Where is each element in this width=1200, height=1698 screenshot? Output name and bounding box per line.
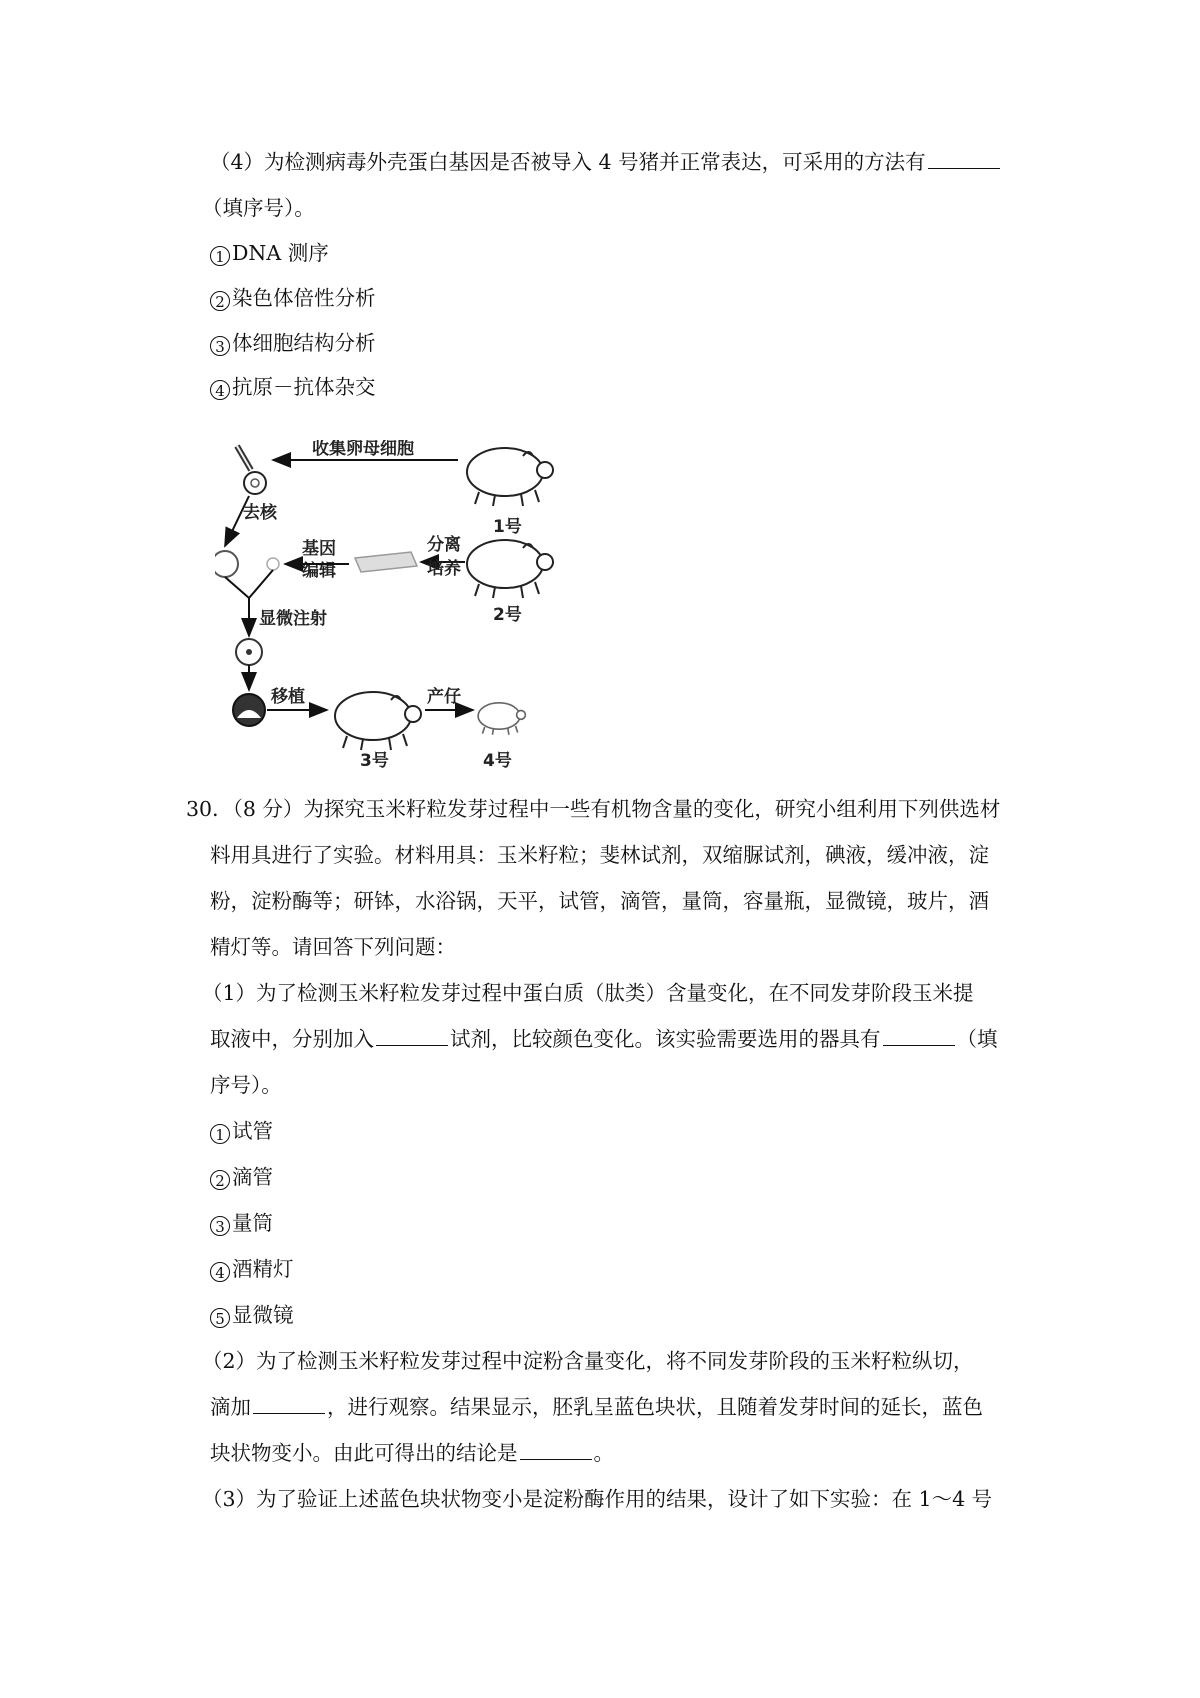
q30-p1-line1: （1）为了检测玉米籽粒发芽过程中蛋白质（肽类）含量变化，在不同发芽阶段玉米提 bbox=[202, 981, 974, 1005]
option-text: 滴管 bbox=[232, 1165, 273, 1189]
circled-number: 4 bbox=[210, 1262, 230, 1282]
q29-option-1 bbox=[210, 241, 329, 266]
p2-text-d: 。 bbox=[593, 1441, 614, 1465]
culture-dish-icon bbox=[355, 552, 417, 572]
label-gene-2: 编辑 bbox=[302, 561, 336, 581]
label-separate-2: 培养 bbox=[427, 559, 461, 579]
p2-text-a: 滴加 bbox=[210, 1395, 251, 1419]
q29-option-4 bbox=[210, 375, 376, 400]
label-birth: 产仔 bbox=[427, 687, 461, 707]
p1-text-c: （填 bbox=[956, 1027, 998, 1051]
option-text: 染色体倍性分析 bbox=[232, 286, 376, 310]
q30-option-5 bbox=[210, 1303, 294, 1328]
option-text: 量筒 bbox=[232, 1211, 273, 1235]
answer-blank[interactable] bbox=[376, 1027, 448, 1046]
q30-p2-line1: （2）为了检测玉米籽粒发芽过程中淀粉含量变化，将不同发芽阶段的玉米籽粒纵切， bbox=[202, 1349, 974, 1373]
label-gene-1: 基因 bbox=[302, 539, 336, 559]
q30-line4: 精灯等。请回答下列问题： bbox=[210, 935, 456, 959]
label-enucleate: 去核 bbox=[243, 503, 277, 523]
option-text: 体细胞结构分析 bbox=[232, 331, 376, 355]
oocyte-icon bbox=[244, 472, 266, 494]
answer-blank[interactable] bbox=[520, 1441, 592, 1460]
circled-number: 2 bbox=[210, 291, 230, 311]
p1-text-b: 试剂，比较颜色变化。该实验需要选用的器具有 bbox=[450, 1027, 881, 1051]
label-transplant: 移植 bbox=[271, 687, 305, 707]
q30-line3: 粉，淀粉酶等；研钵，水浴锅，天平，试管，滴管，量筒，容量瓶，显微镜，玻片，酒 bbox=[210, 889, 989, 913]
q30-line1: 30．（8 分）为探究玉米籽粒发芽过程中一些有机物含量的变化，研究小组利用下列供选材 bbox=[186, 797, 1001, 821]
label-pig4: 4号 bbox=[483, 751, 512, 770]
q29-stem-text: （4）为检测病毒外壳蛋白基因是否被导入 4 号猪并正常表达，可采用的方法有 bbox=[210, 150, 926, 174]
q29-option-2 bbox=[210, 286, 376, 311]
q30-p1-line3: 序号）。 bbox=[210, 1073, 282, 1097]
q30-p1-line2 bbox=[210, 1027, 998, 1051]
q29-stem-line1 bbox=[210, 150, 1002, 174]
merge-line-left bbox=[225, 577, 249, 598]
option-text: 显微镜 bbox=[232, 1303, 294, 1327]
pig-3-icon bbox=[335, 692, 421, 750]
q30-line2: 料用具进行了实验。材料用具：玉米籽粒；斐林试剂，双缩脲试剂，碘液，缓冲液，淀 bbox=[210, 843, 989, 867]
q29-stem-line2: （填序号）。 bbox=[202, 196, 315, 220]
p2-text-c: 块状物变小。由此可得出的结论是 bbox=[210, 1441, 518, 1465]
pig-1-icon bbox=[467, 448, 553, 506]
option-text: 试管 bbox=[232, 1119, 273, 1143]
option-text: 酒精灯 bbox=[232, 1257, 294, 1281]
merge-line-right bbox=[249, 570, 273, 598]
cloning-diagram bbox=[215, 440, 595, 770]
q30-p3-line1: （3）为了验证上述蓝色块状物变小是淀粉酶作用的结果，设计了如下实验：在 1～4 号 bbox=[202, 1487, 993, 1511]
circled-number: 3 bbox=[210, 1216, 230, 1236]
option-text: DNA 测序 bbox=[232, 241, 329, 265]
option-text: 抗原－抗体杂交 bbox=[232, 375, 376, 399]
circled-number: 5 bbox=[210, 1308, 230, 1328]
circled-number: 4 bbox=[210, 380, 230, 400]
circled-number: 3 bbox=[210, 336, 230, 356]
label-pig3: 3号 bbox=[360, 751, 389, 770]
q30-option-1 bbox=[210, 1119, 273, 1144]
label-pig1: 1号 bbox=[493, 517, 522, 537]
circled-number: 2 bbox=[210, 1170, 230, 1190]
label-collect: 收集卵母细胞 bbox=[312, 440, 414, 459]
pig-4-icon bbox=[478, 703, 525, 735]
circled-number: 1 bbox=[210, 246, 230, 266]
edited-cell-icon bbox=[267, 558, 279, 570]
p2-text-b: ，进行观察。结果显示，胚乳呈蓝色块状，且随着发芽时间的延长，蓝色 bbox=[327, 1395, 983, 1419]
q29-option-3 bbox=[210, 331, 376, 356]
q30-p2-line3 bbox=[210, 1441, 614, 1465]
q30-option-4 bbox=[210, 1257, 294, 1282]
q30-p2-line2 bbox=[210, 1395, 983, 1419]
answer-blank[interactable] bbox=[253, 1395, 325, 1414]
label-separate-1: 分离 bbox=[427, 535, 461, 555]
pig-2-icon bbox=[467, 540, 553, 598]
pipette-icon bbox=[237, 446, 251, 470]
label-microinject: 显微注射 bbox=[259, 609, 327, 629]
answer-blank[interactable] bbox=[883, 1027, 955, 1046]
q30-option-2 bbox=[210, 1165, 273, 1190]
enucleated-egg-icon bbox=[215, 551, 238, 577]
label-pig2: 2号 bbox=[493, 605, 522, 625]
answer-blank[interactable] bbox=[928, 150, 1000, 169]
circled-number: 1 bbox=[210, 1124, 230, 1144]
q30-option-3 bbox=[210, 1211, 273, 1236]
p1-text-a: 取液中，分别加入 bbox=[210, 1027, 374, 1051]
